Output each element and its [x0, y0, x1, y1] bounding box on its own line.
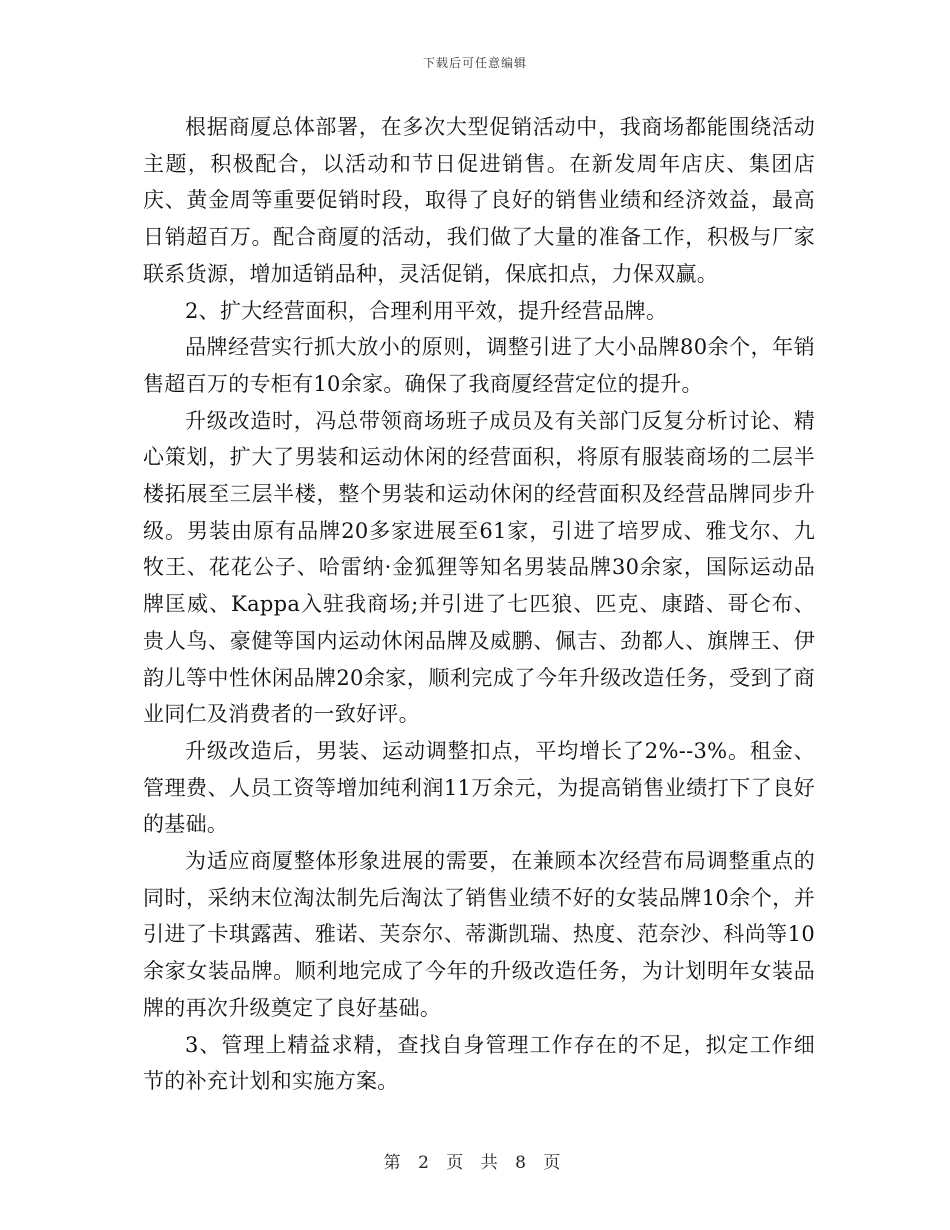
- paragraph-1: 根据商厦总体部署，在多次大型促销活动中，我商场都能围绕活动主题，积极配合，以活动和节日促进销售。在新发周年店庆、集团店庆、黄金周等重要促销时段，取得了良好的销售业绩和经济效益，最高日销超百万。配合商厦的活动，我们做了大量的准备工作，积极与厂家联系货源，增加适销品种，灵活促销，保底扣点，力保双赢。: [143, 115, 815, 286]
- paragraph-6: 为适应商厦整体形象进展的需要，在兼顾本次经营布局调整重点的同时，采纳末位淘汰制先后淘汰了销售业绩不好的女装品牌10余个，并引进了卡琪露茜、雅诺、芙奈尔、蒂澌凯瑞、热度、范奈沙、科尚等10余家女装品牌。顺利地完成了今年的升级改造任务，为计划明年女装品牌的再次升级奠定了良好基础。: [143, 849, 815, 1020]
- page-number-footer: 第 2 页 共 8 页: [383, 1153, 567, 1173]
- document-body: [143, 109, 815, 1100]
- paragraph-5: 升级改造后，男装、运动调整扣点，平均增长了2%--3%。租金、管理费、人员工资等增加纯利润11万余元，为提高销售业绩打下了良好的基础。: [143, 738, 815, 837]
- paragraph-4: 升级改造时，冯总带领商场班子成员及有关部门反复分析讨论、精心策划，扩大了男装和运动休闲的经营面积，将原有服装商场的二层半楼拓展至三层半楼，整个男装和运动休闲的经营面积及经营品牌同步升级。男装由原有品牌20多家进展至61家，引进了培罗成、雅戈尔、九牧王、花花公子、哈雷纳·金狐狸等知名男装品牌30余家，国际运动品牌匡威、Kappa入驻我商场;并引进了七匹狼、匹克、康踏、哥仑布、贵人鸟、豪健等国内运动休闲品牌及威鹏、佩吉、劲都人、旗牌王、伊韵儿等中性休闲品牌20余家，顺利完成了今年升级改造任务，受到了商业同仁及消费者的一致好评。: [143, 408, 815, 727]
- paragraph-7-heading: 3、管理上精益求精，查找自身管理工作存在的不足，拟定工作细节的补充计划和实施方案。: [143, 1032, 815, 1094]
- paragraph-3: 品牌经营实行抓大放小的原则，调整引进了大小品牌80余个，年销售超百万的专柜有10余家。确保了我商厦经营定位的提升。: [143, 335, 815, 396]
- paragraph-2-heading: 2、扩大经营面积，合理利用平效，提升经营品牌。: [185, 298, 668, 323]
- page-header: 下载后可任意编辑: [422, 56, 527, 70]
